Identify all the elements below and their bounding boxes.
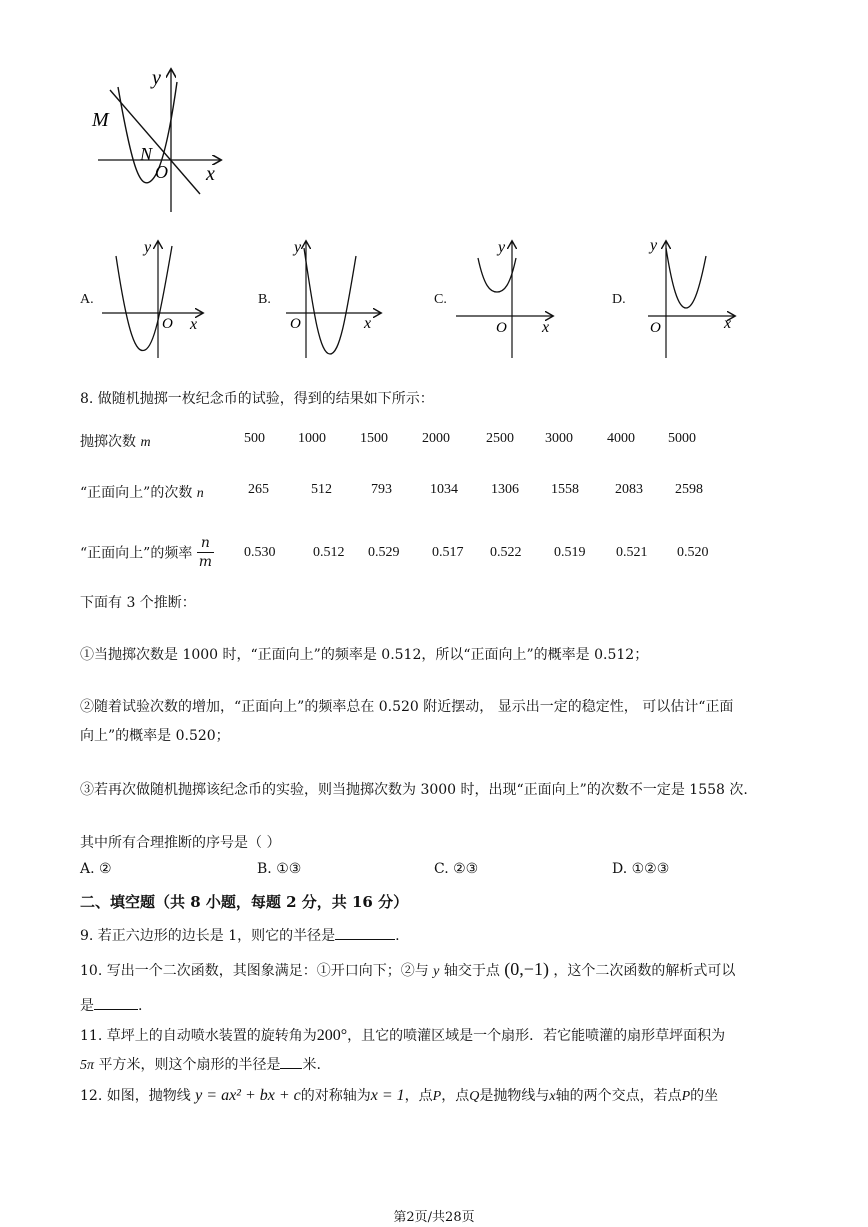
q11-line2: 5π 平方米，则这个扇形的半径是 米. xyxy=(80,1054,321,1074)
q10-blank xyxy=(94,995,138,1010)
table-cell: 2500 xyxy=(486,431,514,446)
label-o: O xyxy=(155,162,168,182)
option-a-x: x xyxy=(190,316,198,333)
table-cell: 0.529 xyxy=(368,545,400,560)
table-cell: 1558 xyxy=(551,482,579,497)
option-a-o: O xyxy=(162,316,173,332)
table-cell: 265 xyxy=(248,482,269,497)
q8-option-c: C. ②③ xyxy=(434,861,479,877)
q8-option-d: D. ①②③ xyxy=(612,861,670,877)
option-c-o: O xyxy=(496,320,507,336)
table-row-2-label: “正面向上”的次数 n xyxy=(80,485,204,501)
table-cell: 2083 xyxy=(615,482,643,497)
section-2-title: 二、填空题（共 8 小题，每题 2 分，共 16 分） xyxy=(80,893,409,911)
table-cell: 1034 xyxy=(430,482,458,497)
q9: 9. 若正六边形的边长是 1，则它的半径是 . xyxy=(80,925,400,945)
option-d-x: x xyxy=(724,315,732,332)
table-cell: 512 xyxy=(311,482,332,497)
label-x: x xyxy=(206,163,215,185)
table-cell: 0.520 xyxy=(677,545,709,560)
option-b-y: y xyxy=(294,239,302,256)
table-cell: 2598 xyxy=(675,482,703,497)
option-c-y: y xyxy=(498,239,506,256)
table-cell: 0.522 xyxy=(490,545,522,560)
option-d-letter: D. xyxy=(612,292,626,307)
option-d-o: O xyxy=(650,320,661,336)
table-cell: 1306 xyxy=(491,482,519,497)
table-cell: 0.530 xyxy=(244,545,276,560)
label-y: y xyxy=(152,67,161,89)
q8-inference-2-line2: 向上”的概率是 0.520； xyxy=(80,728,230,744)
q10-line2: 是 . xyxy=(80,995,142,1015)
option-a-graph xyxy=(98,236,210,361)
q8-option-a: A. ② xyxy=(80,861,112,877)
q8-inference-3: ③若再次做随机抛掷该纪念币的实验，则当抛掷次数为 3000 时，出现“正面向上”的次数不一定是 1558 次. xyxy=(80,782,748,798)
q11-blank xyxy=(280,1054,302,1069)
page-footer: 第2页/共28页 xyxy=(393,1210,475,1225)
table-row-1-label: 抛掷次数 m xyxy=(80,434,151,450)
option-d-graph xyxy=(642,236,742,361)
option-b-graph xyxy=(280,236,392,361)
option-b-o: O xyxy=(290,316,301,332)
frequency-fraction: $\frac{n}{m}$ xyxy=(198,535,213,570)
q8-inference-intro: 下面有 3 个推断： xyxy=(80,595,196,611)
option-c-graph xyxy=(452,236,562,361)
q11-line1: 11. 草坪上的自动喷水装置的旋转角为200°，且它的喷灌区域是一个扇形．若它能喷灌的扇形草坪面积为 xyxy=(80,1027,726,1044)
q8-ask: 其中所有合理推断的序号是（ ） xyxy=(80,835,281,851)
q12-line1: 12. 如图，抛物线 y = ax² + bx + c的对称轴为x = 1，点P，点Q是抛物线与x轴的两个交点，若点P的坐 xyxy=(80,1087,719,1104)
table-cell: 4000 xyxy=(607,431,635,446)
label-n: N xyxy=(140,144,153,164)
label-m: M xyxy=(92,109,109,131)
table-cell: 2000 xyxy=(422,431,450,446)
main-figure xyxy=(80,62,230,217)
table-cell: 1500 xyxy=(360,431,388,446)
table-cell: 5000 xyxy=(668,431,696,446)
table-cell: 0.517 xyxy=(432,545,464,560)
q9-blank xyxy=(335,925,395,940)
option-d-y: y xyxy=(650,237,658,254)
q10-line1: 10. 写出一个二次函数，其图象满足：①开口向下；②与 y 轴交于点 (0,−1) ，这个二次函数的解析式可以 xyxy=(80,959,736,979)
table-cell: 500 xyxy=(244,431,265,446)
option-c-letter: C. xyxy=(434,292,447,307)
option-a-letter: A. xyxy=(80,292,94,307)
point-0-minus1: (0,−1) xyxy=(504,959,549,979)
option-b-x: x xyxy=(364,315,372,332)
table-cell: 793 xyxy=(371,482,392,497)
q8-inference-2-line1: ②随着试验次数的增加，“正面向上”的频率总在 0.520 附近摆动， 显示出一定的稳定性， 可以估计“正面 xyxy=(80,699,734,715)
q8-inference-1: ①当抛掷次数是 1000 时，“正面向上”的频率是 0.512，所以“正面向上”的概率是 0.512； xyxy=(80,647,649,663)
table-cell: 0.512 xyxy=(313,545,345,560)
q8-stem: 8. 做随机抛掷一枚纪念币的试验，得到的结果如下所示： xyxy=(80,391,434,407)
table-row-3-label: “正面向上”的频率 $\frac{n}{m}$ xyxy=(80,535,213,570)
table-cell: 0.521 xyxy=(616,545,648,560)
option-b-letter: B. xyxy=(258,292,271,307)
option-c-x: x xyxy=(542,319,550,336)
option-a-y: y xyxy=(144,239,152,256)
table-cell: 0.519 xyxy=(554,545,586,560)
table-cell: 3000 xyxy=(545,431,573,446)
q8-option-b: B. ①③ xyxy=(257,861,302,877)
table-cell: 1000 xyxy=(298,431,326,446)
